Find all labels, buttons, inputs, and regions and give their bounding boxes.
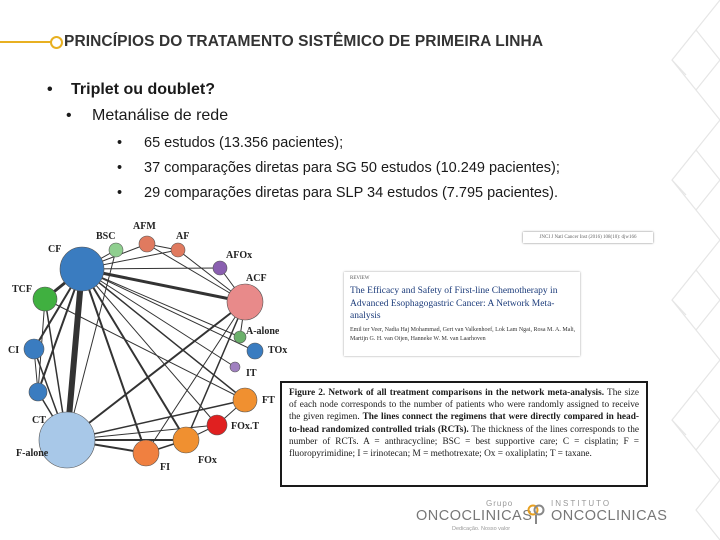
bullet-pfs-comparisons: • 29 comparações diretas para SLP 34 estudos (7.795 pacientes).	[117, 185, 559, 201]
caption-head: Figure 2. Network of all treatment comparisons in the network meta-analysis.	[289, 388, 605, 398]
decorative-pattern	[656, 0, 720, 540]
network-node	[109, 243, 123, 257]
network-node	[171, 243, 185, 257]
paper-section: REVIEW	[350, 276, 370, 281]
caption-bold-2: The lines connect the regimens that were directly compared in head-to-head randomized controlled trials (RCTs).	[289, 412, 639, 435]
network-edge	[82, 269, 146, 453]
network-node	[213, 261, 227, 275]
network-node-label: BSC	[96, 231, 116, 242]
instituto-emblem-icon	[527, 503, 545, 525]
network-node	[233, 388, 257, 412]
network-diagram	[0, 212, 300, 482]
network-node-label: CI	[8, 345, 20, 356]
network-node	[207, 415, 227, 435]
paper-header	[344, 272, 580, 356]
network-node-label: IT	[246, 368, 257, 379]
network-node	[234, 331, 246, 343]
network-node-label: CT	[32, 415, 46, 426]
title-accent-line	[0, 41, 52, 43]
caption-body-1: The size of each node corresponds to the number of patients who were randomly assigned to receive the given regimen.	[289, 388, 640, 423]
network-node	[39, 412, 95, 468]
bullet-os-comparisons: • 37 comparações diretas para SG 50 estudos (10.249 pacientes);	[117, 160, 560, 176]
network-node-label: FI	[160, 462, 170, 473]
network-node-label: FT	[262, 395, 275, 406]
logo-instituto-oncoclinicas: ONCOCLINICAS	[551, 508, 668, 524]
network-node	[24, 339, 44, 359]
network-nodes	[24, 236, 263, 468]
network-node-label: CF	[48, 244, 62, 255]
paper-title: The Efficacy and Safety of First-line Chemotherapy in Advanced Esophagogastric Cancer: A Network Meta-analysis	[350, 286, 558, 321]
network-node	[230, 362, 240, 372]
network-node	[29, 383, 47, 401]
logo-oncoclinicas: ONCOCLINICAS	[416, 508, 533, 524]
bullet-studies: • 65 estudos (13.356 pacientes);	[117, 135, 344, 151]
network-node	[247, 343, 263, 359]
network-edge	[82, 269, 186, 440]
paper-citation: JNCI J Natl Cancer Inst (2016) 108(10): djw166	[523, 232, 653, 243]
caption-body-2: The thickness of the lines corresponds to the number of RCTs. A = anthracycline; BSC = best supportive care; C = cisplatin; F = fluoropyrimidine; I = irinotecan; M = methotrexate; Ox = oxaliplatin; T = taxane.	[289, 424, 639, 460]
figure-caption	[280, 381, 648, 487]
network-node	[33, 287, 57, 311]
paper-authors: Emil ter Veer, Nadia Haj Mohammad, Gert van Valkenhoef, Lok Lam Ngai, Rosa M. A. Mali, Martijn G. H. van Oijen, Hanneke W. M. van Laarhoven	[350, 327, 576, 342]
network-node-label: FOx	[198, 455, 217, 466]
network-node-label: A-alone	[246, 326, 280, 337]
logo-grupo-label: Grupo	[486, 499, 514, 508]
network-node	[173, 427, 199, 453]
network-node	[133, 440, 159, 466]
network-node-label: FOx.T	[231, 421, 260, 432]
network-node-label: ACF	[246, 273, 267, 284]
network-node-label: AFM	[133, 221, 156, 232]
network-node	[139, 236, 155, 252]
logo-slogan: Dedicação. Nosso valor	[452, 526, 511, 532]
title-accent-dot	[50, 36, 63, 49]
network-node-label: TCF	[12, 284, 32, 295]
network-node-label: AFOx	[226, 250, 253, 261]
network-node	[227, 284, 263, 320]
network-node-label: TOx	[268, 345, 288, 356]
logo-instituto-label: INSTITUTO	[551, 499, 612, 508]
network-node	[60, 247, 104, 291]
network-node-label: AF	[176, 231, 190, 242]
slide-title: PRINCÍPIOS DO TRATAMENTO SISTÊMICO DE PRIMEIRA LINHA	[64, 33, 544, 50]
network-node-label: F-alone	[16, 448, 49, 459]
bullet-meta-analysis: • Metanálise de rede	[66, 107, 229, 124]
bullet-triplet-doublet: • Triplet ou doublet?	[47, 81, 215, 98]
